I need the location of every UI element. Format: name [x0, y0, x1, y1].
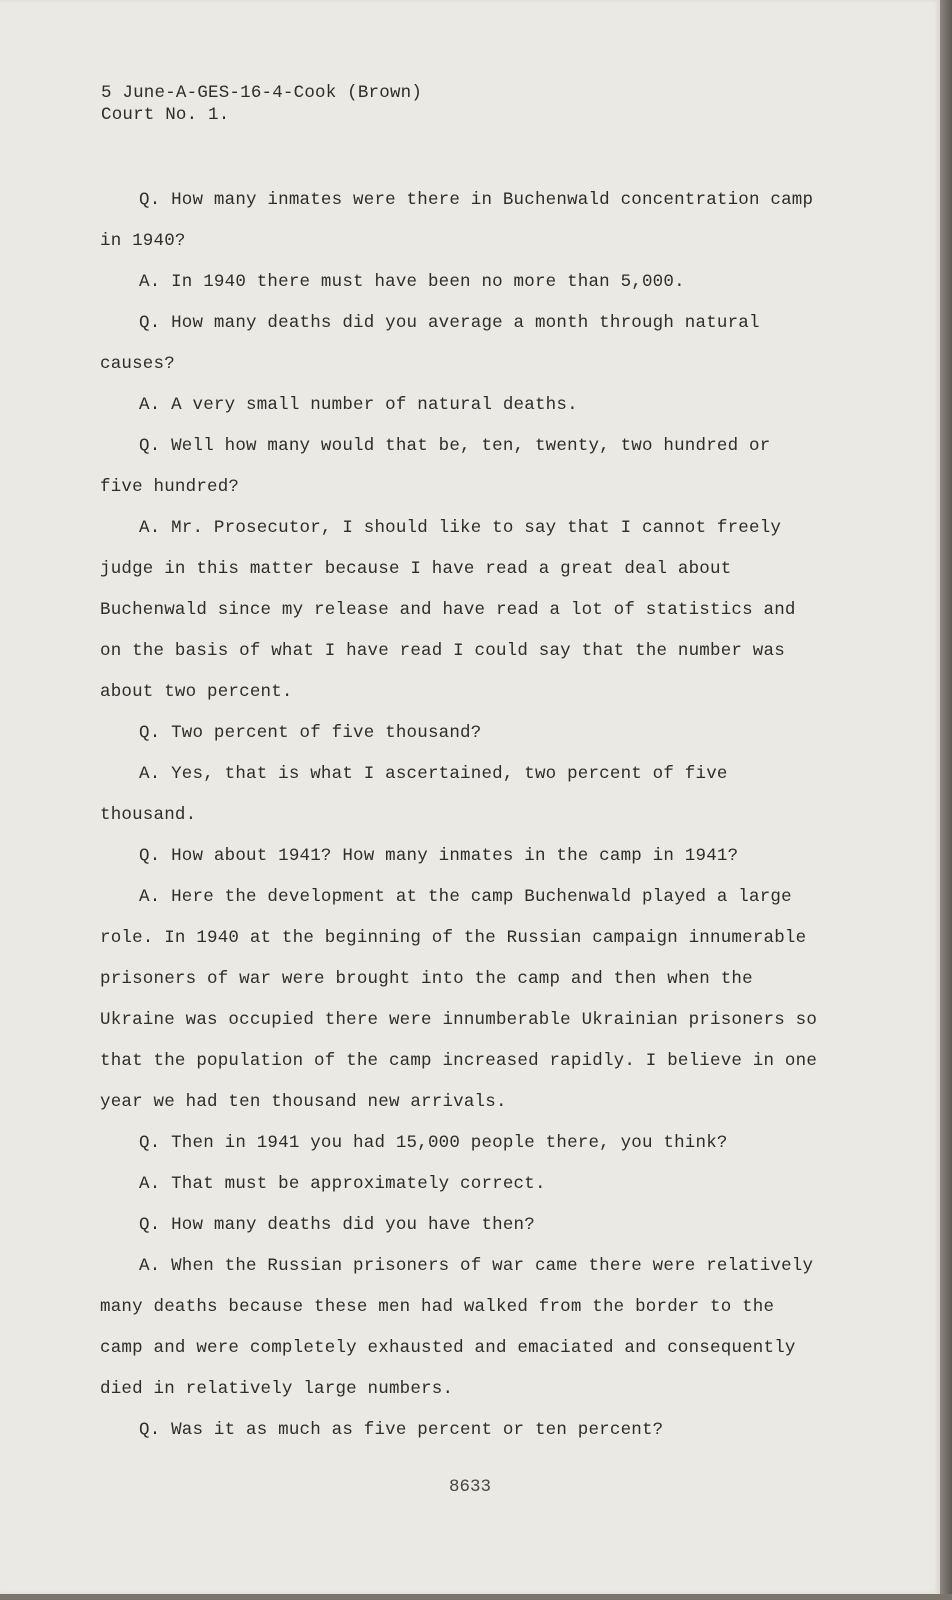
document-header — [101, 82, 422, 126]
header-line-1: 5 June-A-GES-16-4-Cook (Brown) — [101, 83, 423, 103]
transcript-paragraph: Q. How many deaths did you have then? — [139, 1215, 535, 1235]
transcript-paragraph: Q. How many deaths did you average a month through natural causes? — [100, 313, 760, 374]
transcript-paragraph: A. When the Russian prisoners of war came there were relatively many deaths because these men had walked from the border to the camp and were completely exhausted and emaciated and consequently died in relatively large numbers. — [100, 1256, 814, 1399]
page-number: 8633 — [448, 1477, 491, 1497]
transcript-body — [100, 180, 820, 1451]
transcript-paragraph: Q. Two percent of five thousand? — [139, 723, 482, 743]
header-line-2: Court No. 1. — [101, 105, 230, 125]
page-edge-shadow — [940, 0, 952, 1600]
transcript-paragraph: A. A very small number of natural deaths. — [139, 395, 578, 415]
transcript-paragraph: A. In 1940 there must have been no more than 5,000. — [139, 272, 685, 292]
transcript-paragraph: Q. Was it as much as five percent or ten percent? — [139, 1420, 664, 1440]
transcript-paragraph: A. Yes, that is what I ascertained, two percent of five thousand. — [100, 764, 728, 825]
page-bottom-edge — [0, 1594, 952, 1600]
transcript-paragraph: Q. Well how many would that be, ten, twenty, two hundred or five hundred? — [100, 436, 771, 497]
transcript-paragraph: A. Mr. Prosecutor, I should like to say that I cannot freely judge in this matter because I have read a great deal about Buchenwald since my release and have read a lot of statistics and on the basis of what I have read I could say that the number was about two percent. — [100, 518, 796, 702]
transcript-paragraph: Q. How many inmates were there in Buchenwald concentration camp in 1940? — [100, 190, 814, 251]
transcript-paragraph: Q. How about 1941? How many inmates in the camp in 1941? — [139, 846, 739, 866]
transcript-paragraph: A. That must be approximately correct. — [139, 1174, 546, 1194]
transcript-paragraph: A. Here the development at the camp Buchenwald played a large role. In 1940 at the beginning of the Russian campaign innumerable prisoners of war were brought into the camp and then when the Ukraine was occupied there were innumberable Ukrainian prisoners so that the population of the camp increased rapidly. I believe in one year we had ten thousand new arrivals. — [100, 887, 818, 1112]
transcript-paragraph: Q. Then in 1941 you had 15,000 people there, you think? — [139, 1133, 728, 1153]
